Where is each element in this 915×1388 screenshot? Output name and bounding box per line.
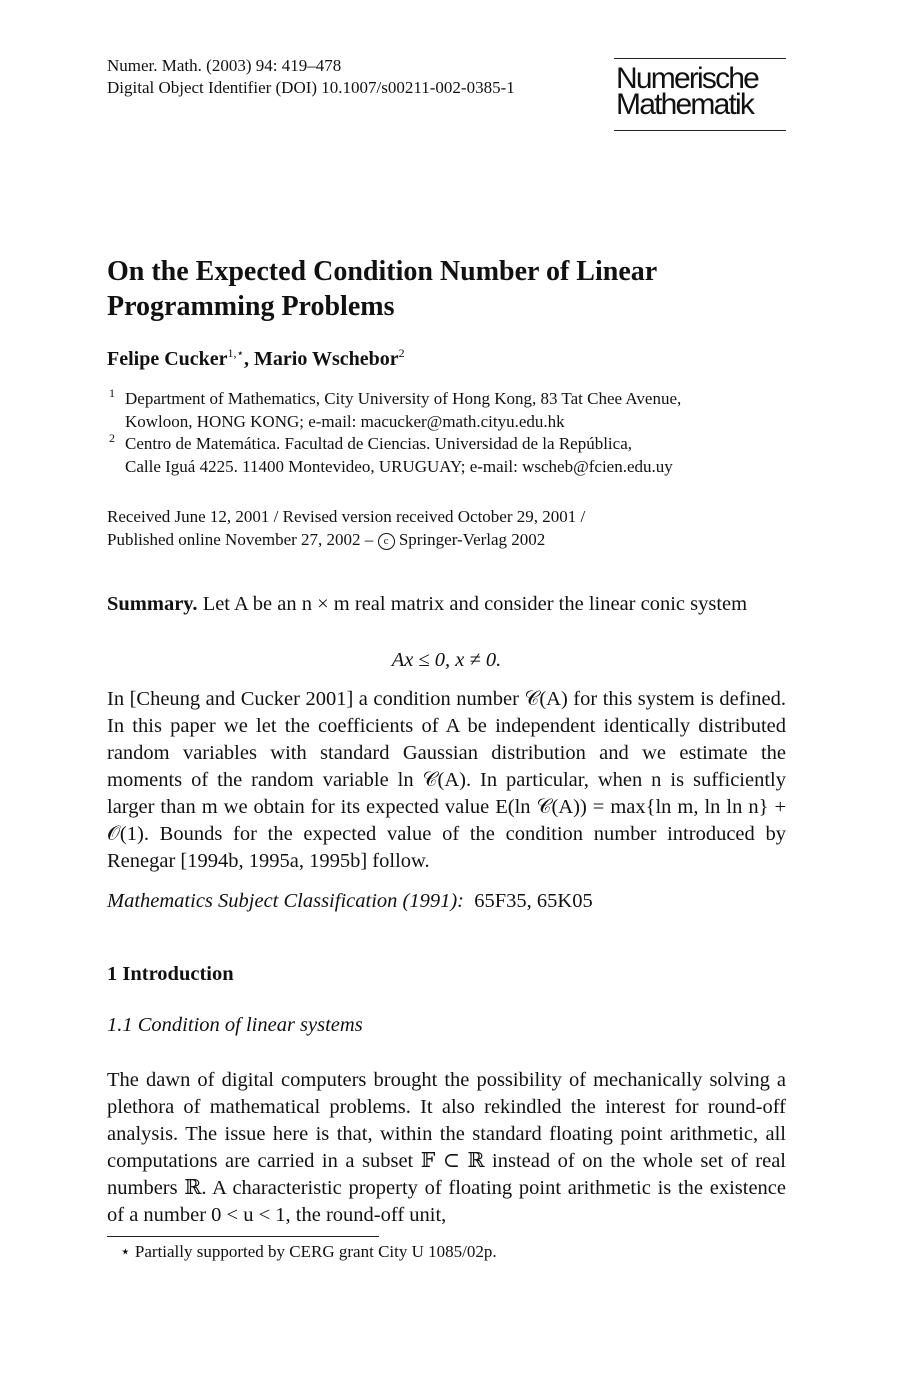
display-equation bbox=[107, 647, 786, 674]
title-line-2: Programming Problems bbox=[107, 291, 395, 322]
publisher: Springer-Verlag 2002 bbox=[394, 530, 546, 549]
copyright-symbol: c bbox=[378, 533, 395, 550]
title-line-1: On the Expected Condition Number of Linear bbox=[107, 256, 658, 287]
footnote bbox=[120, 1242, 497, 1262]
section-heading: 1 Introduction bbox=[107, 963, 234, 985]
section-body bbox=[107, 1067, 786, 1229]
paper-title bbox=[107, 254, 807, 324]
doi-line: Digital Object Identifier (DOI) 10.1007/s00211-002-0385-1 bbox=[107, 78, 515, 97]
received-line: Received June 12, 2001 / Revised version received October 29, 2001 / bbox=[107, 507, 586, 526]
summary-intro-text: Let A be an n × m real matrix and consider the linear conic system bbox=[197, 593, 748, 615]
journal-header bbox=[107, 55, 515, 99]
footnote-rule bbox=[107, 1236, 379, 1237]
journal-logo bbox=[614, 58, 786, 131]
affiliation-number: 1 bbox=[109, 386, 115, 400]
footnote-marker: ⋆ bbox=[120, 1242, 131, 1261]
author-separator: , bbox=[244, 348, 255, 370]
affiliation-line: Department of Mathematics, City University of Hong Kong, 83 Tat Chee Avenue, bbox=[125, 389, 682, 408]
journal-citation: Numer. Math. (2003) 94: 419–478 bbox=[107, 56, 342, 75]
affiliation-line: Kowloon, HONG KONG; e-mail: macucker@math.cityu.edu.hk bbox=[125, 412, 565, 431]
published-prefix: Published online November 27, 2002 – bbox=[107, 530, 378, 549]
logo-line-2: Mathematik bbox=[616, 88, 754, 121]
summary-label: Summary. bbox=[107, 593, 198, 615]
equation-text: Ax ≤ 0, x ≠ 0. bbox=[391, 649, 502, 671]
publication-dates bbox=[107, 505, 585, 551]
subsection-heading: 1.1 Condition of linear systems bbox=[107, 1014, 363, 1036]
author-affiliation-marker: 2 bbox=[398, 346, 405, 360]
logo-line-1: Numerische bbox=[616, 62, 759, 95]
affiliation-line: Centro de Matemática. Facultad de Ciencias. Universidad de la República, bbox=[125, 434, 632, 453]
msc-codes: 65F35, 65K05 bbox=[474, 890, 593, 912]
summary-body-text: In [Cheung and Cucker 2001] a condition number 𝒞(A) for this system is defined. In this paper we let the coefficients of A be independent identically distributed random variables with standard Gaussian distribution and we estimate the moments of the random variable ln 𝒞(A). In particular, when n is sufficiently larger than m we obtain for its expected value E(ln 𝒞(A)) = max{ln m, ln ln n} + 𝒪(1). Bounds for the expected value of the condition number introduced by Renegar [1994b, 1995a, 1995b] follow. bbox=[107, 688, 786, 872]
author-name: Felipe Cucker bbox=[107, 348, 228, 370]
footnote-text: Partially supported by CERG grant City U 1085/02p. bbox=[134, 1242, 497, 1261]
summary-intro bbox=[107, 591, 786, 618]
author-list bbox=[107, 346, 405, 371]
author-name: Mario Wschebor bbox=[254, 348, 399, 370]
section-body-text: The dawn of digital computers brought the possibility of mechanically solving a plethora of mathematical problems. It also rekindled the interest for round-off analysis. The issue here is that, within the standard floating point arithmetic, all computations are carried in a subset 𝔽 ⊂ ℝ instead of on the whole set of real numbers ℝ. A characteristic property of floating point arithmetic is the existence of a number 0 < u < 1, the round-off unit, bbox=[107, 1069, 786, 1226]
affiliation bbox=[107, 432, 673, 478]
msc-classification bbox=[107, 888, 786, 915]
affiliation-line: Calle Iguá 4225. 11400 Montevideo, URUGUAY; e-mail: wscheb@fcien.edu.uy bbox=[125, 457, 673, 476]
summary-body bbox=[107, 686, 786, 875]
affiliation-number: 2 bbox=[109, 431, 115, 445]
author-affiliation-marker: 1,⋆ bbox=[227, 346, 245, 360]
published-line bbox=[107, 528, 585, 551]
msc-label: Mathematics Subject Classification (1991): bbox=[107, 890, 464, 912]
affiliation bbox=[107, 387, 681, 433]
